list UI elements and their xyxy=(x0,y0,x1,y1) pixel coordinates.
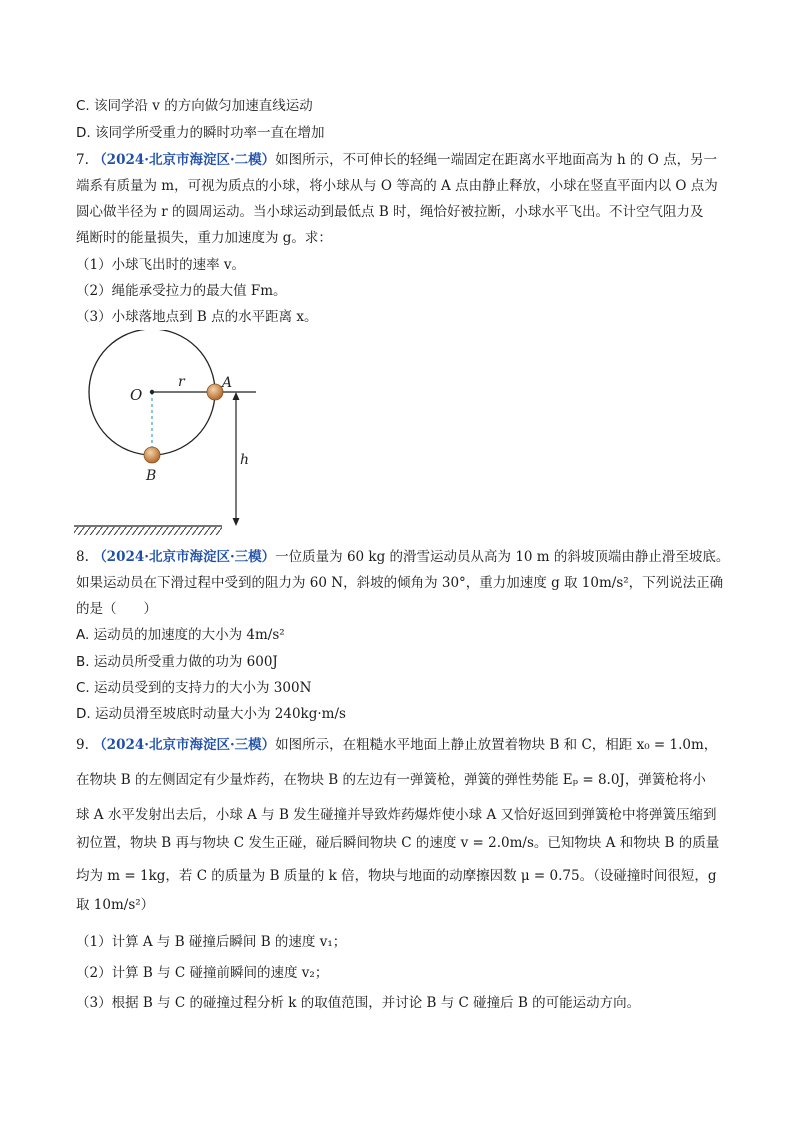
label-r: r xyxy=(178,374,185,390)
option-text: 该同学所受重力的瞬时功率一直在增加 xyxy=(94,125,325,141)
option-letter: D. xyxy=(76,706,91,722)
option-text: 运动员受到的支持力的大小为 300N xyxy=(94,680,312,696)
option-letter: C. xyxy=(76,680,90,696)
stem-text: 一位质量为 60 kg 的滑雪运动员从高为 10 m 的斜坡顶端由静止滑至坡底。 xyxy=(275,549,730,565)
q9-stem-line-2: 在物块 B 的左侧固定有少量炸药，在物块 B 的左边有一弹簧枪，弹簧的弹性势能 Eₚ = 8.0J，弹簧枪将小 xyxy=(76,772,706,788)
q9-stem-line-1 xyxy=(76,735,717,755)
question-number: 9. xyxy=(76,737,89,753)
option-letter: D. xyxy=(76,125,91,141)
question-number: 8. xyxy=(76,549,89,565)
option-letter: A. xyxy=(76,627,90,643)
ball-a xyxy=(207,384,223,400)
q7-stem-line-3: 圆心做半径为 r 的圆周运动。当小球运动到最低点 B 时，绳恰好被拉断，小球水平飞出。不计空气阻力及 xyxy=(76,204,704,220)
q6-option-c xyxy=(76,96,313,116)
stem-text: 如图所示，在粗糙水平地面上静止放置着物块 B 和 C，相距 x₀ = 1.0m， xyxy=(275,737,718,753)
option-text: 运动员滑至坡底时动量大小为 240kg·m/s xyxy=(94,706,346,722)
question-source: （2024·北京市海淀区·二模） xyxy=(93,152,276,168)
option-text: 运动员所受重力做的功为 600J xyxy=(93,654,278,670)
pivot-point xyxy=(150,390,154,394)
q8-option-c xyxy=(76,678,311,698)
q6-option-d xyxy=(76,123,324,143)
q9-sub-question-2: （2）计算 B 与 C 碰撞前瞬间的速度 v₂； xyxy=(76,965,329,981)
label-b: B xyxy=(146,468,157,484)
q9-sub-question-3: （3）根据 B 与 C 的碰撞过程分析 k 的取值范围，并讨论 B 与 C 碰撞后 B 的可能运动方向。 xyxy=(76,995,641,1011)
option-text: 该同学沿 v 的方向做匀加速直线运动 xyxy=(94,98,313,114)
q8-option-d xyxy=(76,704,346,724)
option-text: 运动员的加速度的大小为 4m/s² xyxy=(93,627,285,643)
q8-option-b xyxy=(76,652,278,672)
question-source: （2024·北京市海淀区·三模） xyxy=(93,549,276,565)
q7-stem-line-1 xyxy=(76,150,717,170)
q9-stem-line-5: 均为 m = 1kg，若 C 的质量为 B 质量的 k 倍，物块与地面的动摩擦因数 μ = 0.75。（设碰撞时间很短，g xyxy=(76,868,717,884)
q7-sub-question-1: （1）小球飞出时的速率 v。 xyxy=(76,257,246,273)
q9-stem-line-6: 取 10m/s²） xyxy=(76,897,155,913)
question-source: （2024·北京市海淀区·三模） xyxy=(93,737,276,753)
q8-stem-line-3: 的是（ ） xyxy=(76,601,157,617)
label-h: h xyxy=(240,452,250,468)
ball-b xyxy=(144,447,160,463)
question-number: 7. xyxy=(76,152,89,168)
q7-stem-line-2: 端系有质量为 m，可视为质点的小球，将小球从与 O 等高的 A 点由静止释放，小球在竖直平面内以 O 点为 xyxy=(76,178,718,194)
ground-hatch xyxy=(74,527,222,535)
option-letter: C. xyxy=(76,98,90,114)
q8-option-a xyxy=(76,625,285,645)
arrow-head-bottom xyxy=(233,518,240,526)
q7-sub-question-2: （2）绳能承受拉力的最大值 Fm。 xyxy=(76,283,287,299)
q8-stem-line-1 xyxy=(76,547,729,567)
q7-figure xyxy=(70,330,270,535)
label-o: O xyxy=(130,386,143,404)
q9-sub-question-1: （1）计算 A 与 B 碰撞后瞬间 B 的速度 v₁； xyxy=(76,934,347,950)
stem-text: 如图所示，不可伸长的轻绳一端固定在距离水平地面高为 h 的 O 点，另一 xyxy=(275,152,718,168)
q9-stem-line-3: 球 A 水平发射出去后，小球 A 与 B 发生碰撞并导致炸药爆炸使小球 A 又恰好返回到弹簧枪中将弹簧压缩到 xyxy=(76,807,717,823)
q7-stem-line-4: 绳断时的能量损失，重力加速度为 g。求： xyxy=(76,230,332,246)
label-a: A xyxy=(222,375,233,391)
q9-stem-line-4: 初位置，物块 B 再与物块 C 发生正碰，碰后瞬间物块 C 的速度 v = 2.0m/s。已知物块 A 和物块 B 的质量 xyxy=(76,835,720,851)
arrow-head-top xyxy=(233,392,240,400)
option-letter: B. xyxy=(76,654,90,670)
q8-stem-line-2: 如果运动员在下滑过程中受到的阻力为 60 N，斜坡的倾角为 30°，重力加速度 g 取 10m/s²，下列说法正确 xyxy=(76,575,724,591)
q7-sub-question-3: （3）小球落地点到 B 点的水平距离 x。 xyxy=(76,309,318,325)
